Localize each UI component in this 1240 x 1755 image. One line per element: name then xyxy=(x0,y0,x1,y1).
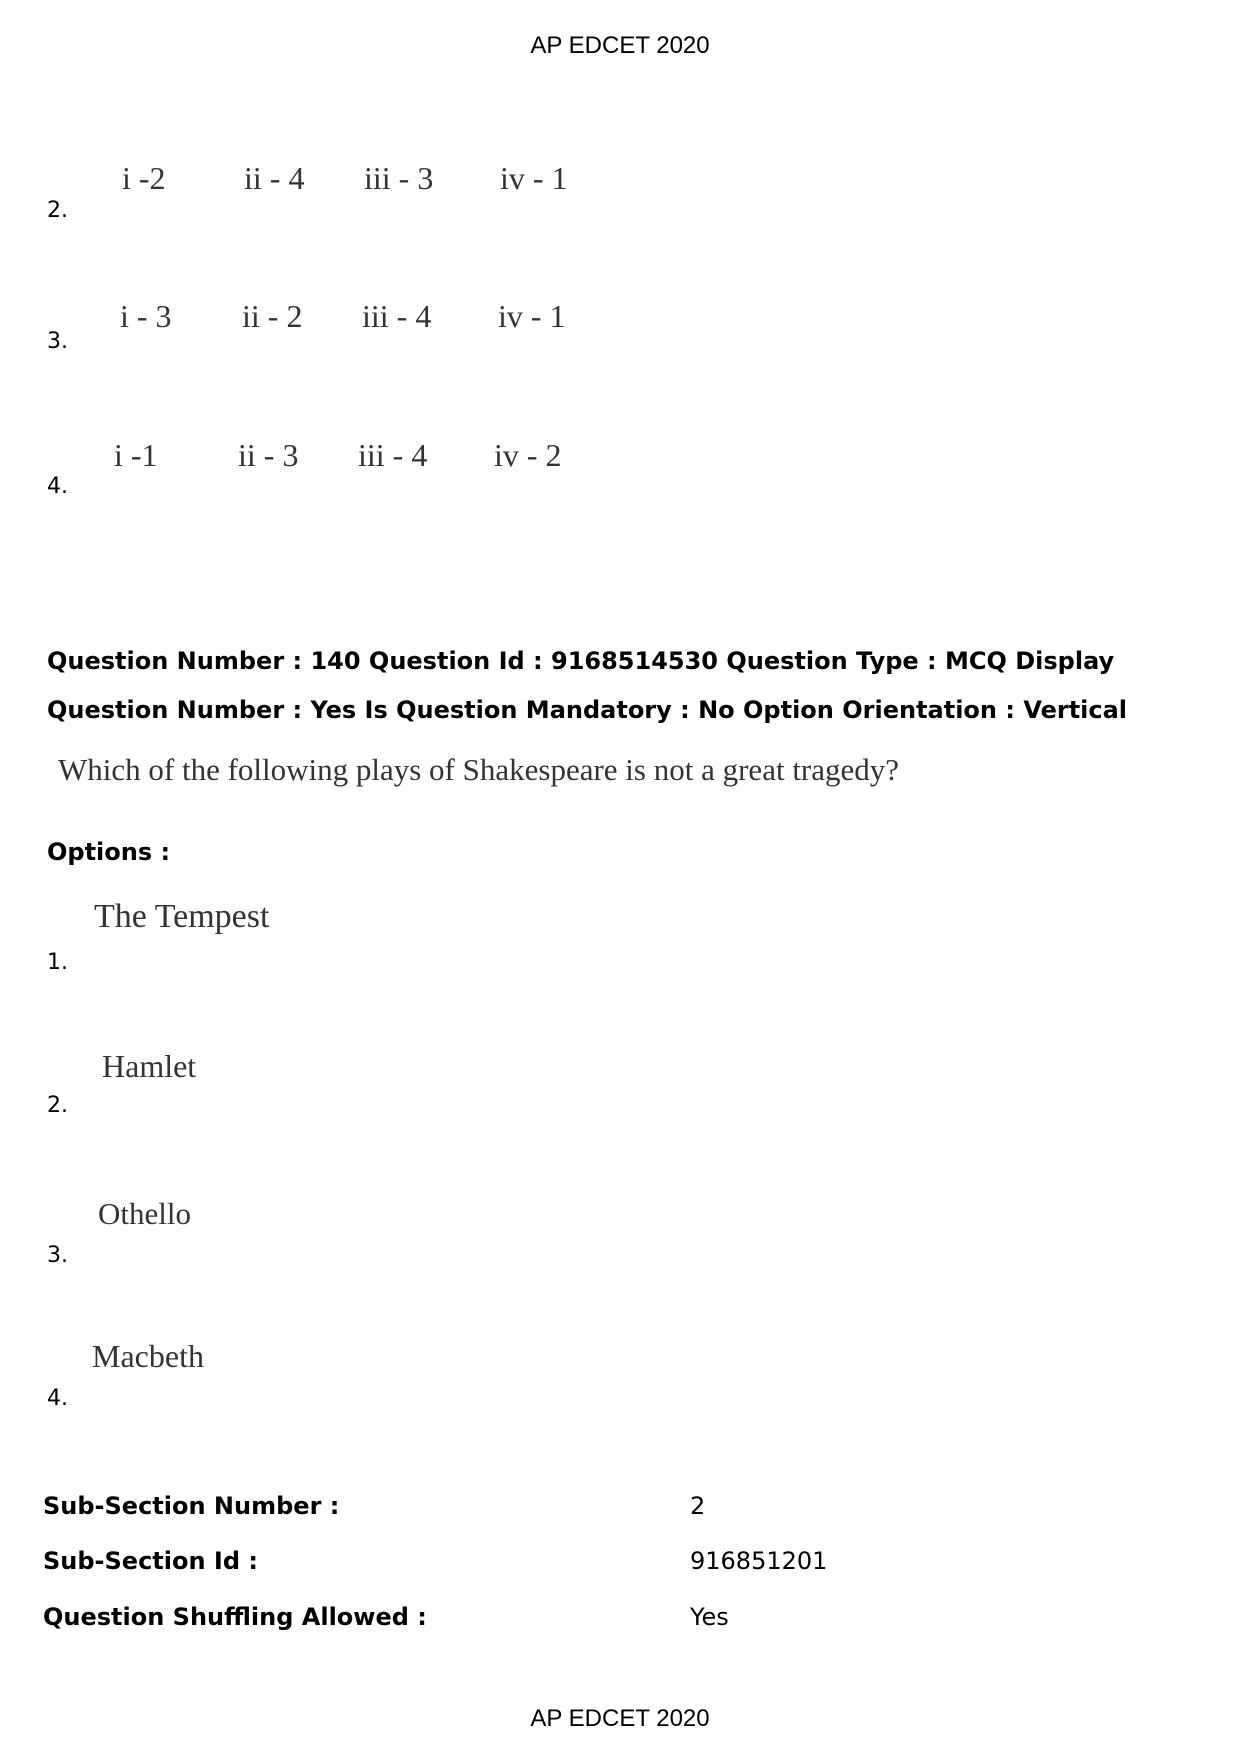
subsection-number-value: 2 xyxy=(690,1492,706,1520)
option-number: 1. xyxy=(47,950,68,975)
match-pair: iii - 4 xyxy=(358,437,428,473)
option-number: 2. xyxy=(47,1093,68,1118)
option-text: The Tempest xyxy=(94,898,270,935)
option-number: 2. xyxy=(47,198,68,223)
subsection-number-label: Sub-Section Number : xyxy=(43,1492,340,1520)
option-text: Hamlet xyxy=(102,1048,197,1084)
match-pair: iv - 1 xyxy=(498,298,566,334)
match-pair: iii - 3 xyxy=(364,160,434,196)
match-pair: ii - 2 xyxy=(242,298,303,334)
option-text: Macbeth xyxy=(92,1338,204,1374)
match-pair: iv - 2 xyxy=(494,437,562,473)
option-text: Othello xyxy=(98,1196,191,1231)
page-footer: AP EDCET 2020 xyxy=(530,1705,710,1732)
question-meta: Question Number : 140 Question Id : 9168514530 Question Type : MCQ Display Question Number : Yes Is Question Mandatory : No Option Orientation : Vertical xyxy=(47,647,1128,724)
question-text: Which of the following plays of Shakespeare is not a great tragedy? xyxy=(58,752,900,787)
match-pair: iv - 1 xyxy=(500,160,568,196)
match-pair: ii - 3 xyxy=(238,437,299,473)
subsection-id-value: 916851201 xyxy=(690,1547,828,1575)
match-pair: iii - 4 xyxy=(362,298,432,334)
page-header: AP EDCET 2020 xyxy=(530,32,710,59)
subsection-id-label: Sub-Section Id : xyxy=(43,1547,258,1575)
question-shuffling-value: Yes xyxy=(690,1603,729,1631)
option-number: 4. xyxy=(47,1386,68,1411)
match-pair: i -2 xyxy=(122,160,166,196)
option-number: 3. xyxy=(47,329,68,354)
question-shuffling-label: Question Shuffling Allowed : xyxy=(43,1603,427,1631)
match-pair: i -1 xyxy=(114,437,158,473)
option-number: 4. xyxy=(47,474,68,499)
match-pair: i - 3 xyxy=(120,298,172,334)
option-number: 3. xyxy=(47,1243,68,1268)
match-pair: ii - 4 xyxy=(244,160,305,196)
options-label: Options : xyxy=(47,838,171,866)
